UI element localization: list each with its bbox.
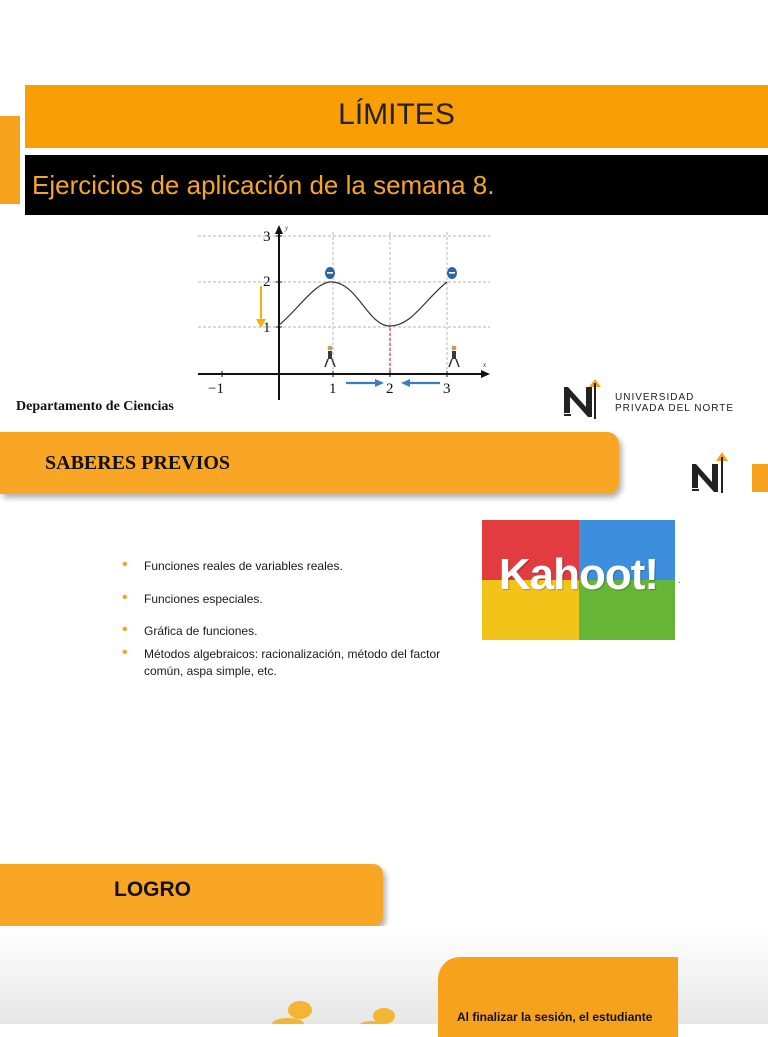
function-curve (279, 282, 447, 326)
department-label: Departamento de Ciencias (16, 399, 174, 414)
x-axis-label: x (483, 361, 487, 369)
right-accent-strip (752, 464, 768, 492)
n-logo-icon (688, 448, 732, 494)
logro-bar (0, 864, 383, 926)
logro-box (438, 957, 678, 1037)
saberes-list (122, 558, 452, 680)
x-tick-1: 1 (329, 381, 337, 397)
kahoot-logo (482, 520, 675, 640)
slide-subtitle: Ejercicios de aplicación de la semana 8. (32, 170, 495, 200)
upn-logo (562, 373, 758, 421)
n-mark-icon (564, 387, 592, 417)
list-item: • Métodos algebraicos: racionalización, método del factor común, aspa simple, etc. (122, 646, 452, 680)
saberes-heading: SABERES PREVIOS (45, 452, 231, 474)
y-tick-3: 3 (263, 229, 271, 245)
x-tick-neg1: −1 (208, 381, 224, 397)
list-item: • Funciones reales de variables reales. (122, 558, 452, 575)
y-tick-1: 1 (263, 320, 271, 336)
logo-line1: UNIVERSIDAD (615, 392, 695, 403)
people-figures-icon (262, 996, 412, 1024)
limit-graph (190, 222, 495, 404)
x-tick-3: 3 (443, 381, 451, 397)
x-tick-2: 2 (386, 381, 394, 397)
x-axis-arrow (481, 370, 490, 378)
logro-heading: LOGRO (114, 878, 191, 901)
walker-icon (325, 346, 459, 367)
logro-box-text: Al finalizar la sesión, el estudiante (457, 1010, 653, 1024)
y-axis-arrow (275, 225, 283, 234)
trailing-mark: . (678, 575, 681, 586)
y-tick-2: 2 (263, 274, 271, 290)
logo-line2: PRIVADA DEL NORTE (615, 403, 735, 414)
list-item: • Funciones especiales. (122, 591, 452, 608)
graph-grid (198, 232, 490, 372)
kahoot-wordmark: Kahoot! (498, 550, 659, 599)
list-item: • Gráfica de funciones. (122, 623, 452, 640)
open-point-markers (325, 267, 457, 279)
slide-title: LÍMITES (338, 98, 455, 131)
y-axis-label: y (285, 224, 289, 232)
left-accent-strip (0, 116, 20, 204)
